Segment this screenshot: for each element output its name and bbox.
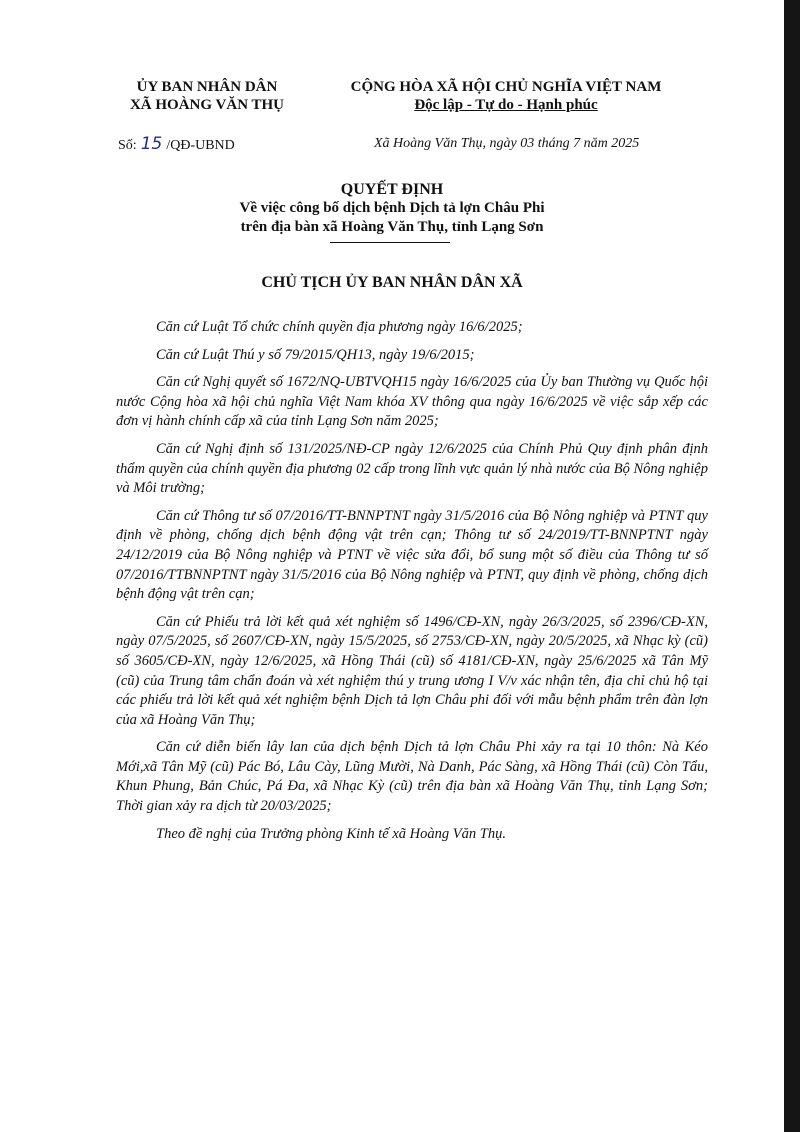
issuing-authority: CHỦ TỊCH ỦY BAN NHÂN DÂN XÃ [261, 274, 523, 291]
preamble-paragraph: Căn cứ Nghị định số 131/2025/NĐ-CP ngày 12/6/2025 của Chính Phủ Quy định phân định thẩm quyền của chính quyền địa phương 02 cấp trong lĩnh vực quản lý nhà nước của Bộ Nông nghiệp và Môi trường; [116, 440, 708, 497]
nation-title: CỘNG HÒA XÃ HỘI CHỦ NGHĨA VIỆT NAM [350, 79, 662, 95]
preamble-paragraph: Căn cứ Luật Tổ chức chính quyền địa phương ngày 16/6/2025; [156, 319, 523, 335]
agency-name: ỦY BAN NHÂN DÂN [136, 79, 278, 95]
decision-subject-line1: Về việc công bố dịch bệnh Dịch tả lợn Châu Phi [239, 200, 545, 216]
preamble-paragraph: Căn cứ Nghị quyết số 1672/NQ-UBTVQH15 ngày 16/6/2025 của Ủy ban Thường vụ Quốc hội nước Cộng hòa xã hội chủ nghĩa Việt Nam khóa XV thông qua ngày 16/6/2025 về việc sắp xếp các đơn vị hành chính cấp xã của tỉnh Lạng Sơn năm 2025; [116, 374, 708, 430]
handwritten-number: 15 [140, 134, 163, 154]
preamble-paragraph: Căn cứ Luật Thú y số 79/2015/QH13, ngày 19/6/2015; [156, 346, 475, 363]
national-header [330, 78, 682, 114]
decision-kind: QUYẾT ĐỊNH [340, 181, 444, 198]
preamble-paragraph: Căn cứ Phiếu trả lời kết quả xét nghiệm số 1496/CĐ-XN, ngày 26/3/2025, số 2396/CĐ-XN, ngày 07/5/2025, số 2607/CĐ-XN, ngày 15/5/2025, số 2753/CĐ-XN, ngày 20/5/2025, xã Nhạc kỳ (cũ) số 3605/CĐ-XN, ngày 12/6/2025, xã Hồng Thái (cũ) số 4181/CĐ-XN, ngày 25/6/2025 xã Tân Mỹ (cũ) của Trung tâm chẩn đoán và xét nghiệm thú y trung ương I V/v xác nhận tên, địa chỉ chủ hộ tại các phiếu trả lời kết quả xét nghiệm bệnh Dịch tả lợn Châu phi đối với mẫu bệnh phẩm trên đàn lợn của xã Hoàng Văn Thụ; [116, 613, 708, 728]
preamble-paragraph: Theo đề nghị của Trưởng phòng Kinh tế xã Hoàng Văn Thụ. [156, 825, 506, 842]
number-suffix: /QĐ-UBND [166, 138, 235, 153]
document-number [118, 134, 235, 154]
agency-commune: XÃ HOÀNG VĂN THỤ [129, 97, 285, 113]
number-label: Số: [118, 138, 137, 153]
preamble-paragraph: Căn cứ Thông tư số 07/2016/TT-BNNPTNT ngày 31/5/2016 của Bộ Nông nghiệp và PTNT quy định về phòng, chống dịch bệnh động vật trên cạn; Thông tư số 24/2019/TT-BNNPTNT ngày 24/12/2019 của Bộ Nông nghiệp và PTNT về việc sửa đổi, bổ sung một số điều của Thông tư số 07/2016/TTBNNPTNT ngày 31/5/2016 của Bộ Nông nghiệp và PTNT, quy định về phòng, chống dịch bệnh động vật trên cạn; [116, 507, 708, 603]
national-motto: Độc lập - Tự do - Hạnh phúc [414, 97, 598, 113]
scan-border [784, 0, 800, 1132]
title-divider [330, 242, 450, 243]
decision-title-block [150, 180, 634, 237]
decision-subject-line2: trên địa bàn xã Hoàng Văn Thụ, tỉnh Lạng Sơn [240, 219, 544, 235]
preamble-paragraph: Căn cứ diễn biến lây lan của dịch bệnh Dịch tả lợn Châu Phi xảy ra tại 10 thôn: Nà Kéo Mới,xã Tân Mỹ (cũ) Pác Bó, Lâu Cày, Lũng Mười, Nà Danh, Pác Sàng, xã Hồng Thái (cũ) Còn Tẩu, Khun Phung, Bản Chúc, Pá Đa, xã Nhạc Kỳ (cũ) trên địa bàn xã Hoàng Văn Thụ, tỉnh Lạng Sơn; Thời gian xảy ra dịch từ 20/03/2025; [116, 739, 708, 815]
agency-header [102, 78, 312, 114]
place-date: Xã Hoàng Văn Thụ, ngày 03 tháng 7 năm 2025 [374, 136, 640, 151]
preamble-body [116, 318, 708, 852]
